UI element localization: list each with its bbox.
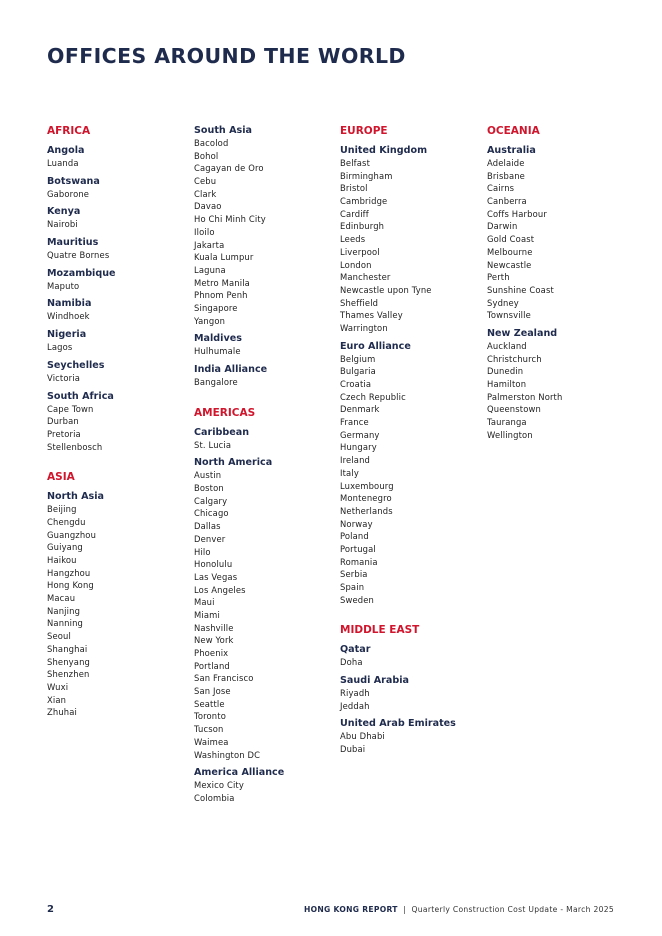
country-name: South Asia (194, 125, 252, 136)
city-item: Bacolod (194, 138, 229, 148)
city-item: Canberra (487, 196, 527, 207)
city-item: France (340, 417, 369, 428)
city-item: Belfast (340, 158, 371, 168)
city-item: Tucson (194, 724, 224, 735)
footer-subtitle: Quarterly Construction Cost Update - March 2025 (411, 905, 614, 914)
city-item: Sheffield (340, 297, 379, 308)
region-heading: ASIA (47, 471, 75, 484)
city-item: Nanning (47, 618, 84, 629)
city-item: Perth (487, 272, 510, 283)
city-item: Maui (194, 597, 215, 608)
country-group (340, 340, 482, 607)
city-item: Guiyang (47, 542, 83, 553)
city-item: Newcastle (487, 259, 532, 270)
country-group (487, 144, 629, 322)
city-item: Portugal (340, 543, 376, 554)
city-item: Victoria (47, 372, 80, 383)
city-item: Chengdu (47, 516, 86, 527)
city-item: Gold Coast (487, 234, 535, 245)
city-item: Townsville (487, 310, 531, 321)
footer-text (304, 905, 614, 914)
country-group (47, 175, 189, 201)
country-group (194, 426, 336, 452)
city-item: Cardiff (340, 208, 369, 219)
city-item: Clark (194, 188, 217, 199)
city-item: Quatre Bornes (47, 250, 110, 261)
city-item: Riyadh (340, 688, 370, 699)
city-item: Pretoria (47, 428, 81, 439)
city-item: Bristol (340, 183, 368, 194)
country-name: Qatar (340, 644, 371, 656)
city-item: Mexico City (194, 780, 244, 791)
city-item: Belgium (340, 353, 376, 364)
region-heading: AFRICA (47, 125, 91, 137)
country-group (194, 456, 336, 761)
country-group (47, 328, 189, 354)
country-name: America Alliance (194, 767, 285, 779)
country-group (194, 363, 336, 389)
country-name: Euro Alliance (340, 340, 411, 352)
city-item: Jakarta (194, 239, 225, 250)
country-group (194, 124, 336, 327)
country-name: Australia (487, 145, 536, 156)
country-name: Namibia (47, 298, 92, 310)
city-item: Shenyang (47, 656, 90, 667)
city-item: Brisbane (487, 170, 525, 181)
city-item: Xian (47, 694, 67, 705)
city-item: Cebu (194, 176, 217, 187)
country-name: United Kingdom (340, 145, 428, 156)
city-item: Edinburgh (340, 221, 385, 232)
city-item: Austin (194, 470, 222, 481)
city-item: Gaborone (47, 188, 90, 199)
city-item: Shanghai (47, 643, 88, 654)
city-item: Zhuhai (47, 707, 78, 718)
city-item: Manchester (340, 272, 391, 283)
city-item: Phnom Penh (194, 290, 248, 301)
city-item: Denmark (340, 404, 380, 415)
city-item: Bulgaria (340, 366, 376, 377)
country-name: North America (194, 457, 273, 469)
city-item: Auckland (487, 340, 527, 351)
city-item: Chicago (194, 508, 229, 519)
city-item: Singapore (194, 302, 238, 313)
city-item: Portland (194, 660, 230, 671)
city-item: Newcastle upon Tyne (340, 284, 432, 295)
city-item: Hilo (194, 546, 211, 557)
country-group (47, 490, 189, 719)
city-item: Montenegro (340, 493, 392, 504)
country-group (340, 674, 482, 712)
region-block (487, 124, 629, 441)
city-item: Coffs Harbour (487, 208, 547, 219)
city-item: Stellenbosch (47, 441, 103, 452)
city-item: Thames Valley (340, 310, 403, 321)
city-item: Los Angeles (194, 584, 246, 595)
region-block (340, 623, 482, 755)
footer-report-title: HONG KONG REPORT (303, 905, 398, 914)
city-item: Cagayan de Oro (194, 163, 264, 174)
city-item: San Jose (194, 686, 231, 697)
city-item: Dubai (340, 744, 366, 755)
country-name: Mozambique (47, 267, 116, 279)
city-item: Wuxi (47, 681, 69, 692)
city-item: Cambridge (340, 196, 388, 207)
country-group (340, 643, 482, 669)
city-item: Denver (194, 533, 226, 544)
city-item: Miami (194, 609, 220, 620)
country-group (47, 205, 189, 231)
region-block (47, 124, 189, 453)
city-item: Leeds (340, 234, 366, 245)
country-group (487, 327, 629, 442)
city-item: Sweden (340, 594, 374, 605)
city-item: Dunedin (487, 366, 524, 377)
city-item: Warrington (340, 322, 388, 333)
city-item: Hungary (340, 442, 377, 453)
city-item: Hong Kong (47, 580, 94, 591)
city-item: New York (194, 635, 234, 646)
city-item: Yangon (194, 315, 226, 326)
country-group (47, 236, 189, 262)
city-item: Queenstown (487, 404, 541, 415)
city-item: Jeddah (340, 700, 370, 711)
city-item: Sydney (487, 297, 519, 308)
city-item: Haikou (47, 555, 77, 565)
country-group (194, 766, 336, 804)
city-item: Metro Manila (194, 277, 250, 288)
city-item: Serbia (340, 569, 368, 580)
city-item: Italy (340, 467, 359, 478)
city-item: Durban (47, 416, 79, 427)
country-name: Kenya (47, 206, 81, 218)
city-item: Kuala Lumpur (194, 252, 254, 263)
country-name: New Zealand (487, 327, 558, 339)
city-item: Adelaide (487, 158, 525, 168)
country-name: United Arab Emirates (340, 718, 456, 730)
country-group (340, 144, 482, 335)
city-item: Wellington (487, 429, 533, 440)
city-item: Macau (47, 593, 76, 604)
city-item: Nashville (194, 622, 234, 633)
city-item: Lagos (47, 342, 73, 353)
city-item: Christchurch (487, 353, 542, 364)
city-item: Washington DC (194, 749, 261, 760)
country-name: Maldives (194, 333, 242, 345)
country-group (340, 717, 482, 755)
city-item: Iloilo (194, 226, 215, 237)
column-2 (194, 124, 336, 805)
city-item: Netherlands (340, 505, 393, 516)
city-item: Nanjing (47, 605, 81, 616)
city-item: Guangzhou (47, 529, 97, 540)
region-block (340, 124, 482, 606)
city-item: Dallas (194, 521, 221, 532)
city-item: Waimea (194, 736, 229, 747)
city-item: Sunshine Coast (487, 284, 554, 295)
city-item: Maputo (47, 280, 80, 291)
country-name: Angola (47, 145, 85, 156)
city-item: Hulhumale (194, 346, 241, 357)
city-item: Ireland (340, 455, 371, 466)
city-item: Germany (340, 429, 380, 440)
region-heading: EUROPE (340, 125, 388, 137)
city-item: Doha (340, 657, 363, 668)
city-item: Croatia (340, 379, 372, 389)
city-item: Seattle (194, 698, 225, 709)
country-name: Mauritius (47, 237, 99, 249)
country-name: North Asia (47, 491, 105, 503)
column-4 (487, 124, 629, 441)
city-item: Nairobi (47, 219, 78, 230)
country-group (47, 359, 189, 385)
city-item: Shenzhen (47, 669, 90, 680)
city-item: Melbourne (487, 246, 533, 257)
city-item: Hangzhou (47, 567, 91, 578)
country-name: South Africa (47, 390, 114, 402)
country-group (47, 297, 189, 323)
city-item: Laguna (194, 264, 226, 275)
city-item: Bangalore (194, 377, 238, 387)
country-group (194, 332, 336, 358)
region-block (194, 406, 336, 805)
city-item: Boston (194, 483, 224, 494)
country-group (47, 390, 189, 454)
city-item: Norway (340, 518, 373, 529)
city-item: Windhoek (47, 311, 90, 322)
page-title: OFFICES AROUND THE WORLD (47, 44, 406, 68)
city-item: Colombia (194, 792, 235, 803)
region-block (194, 124, 336, 389)
city-item: Cairns (487, 183, 515, 194)
city-item: Hamilton (487, 379, 527, 389)
city-item: Honolulu (194, 559, 233, 570)
city-item: Luxembourg (340, 480, 394, 491)
country-group (47, 144, 189, 170)
region-block (47, 470, 189, 719)
city-item: San Francisco (194, 673, 254, 684)
country-name: Seychelles (47, 359, 105, 371)
city-item: Seoul (47, 631, 71, 642)
city-item: Spain (340, 582, 365, 592)
country-name: Nigeria (47, 329, 87, 341)
column-3 (340, 124, 482, 756)
city-item: Darwin (487, 221, 518, 232)
region-heading: AMERICAS (194, 406, 256, 419)
country-name: Caribbean (194, 426, 250, 438)
city-item: Bohol (194, 150, 219, 161)
region-heading: MIDDLE EAST (340, 624, 420, 637)
country-name: Botswana (47, 175, 100, 187)
city-item: Davao (194, 201, 222, 212)
city-item: Las Vegas (194, 571, 238, 582)
page-number: 2 (47, 904, 54, 915)
city-item: Palmerston North (487, 391, 563, 402)
city-item: Ho Chi Minh City (194, 214, 266, 225)
country-name: Saudi Arabia (340, 675, 409, 687)
column-1 (47, 124, 189, 719)
city-item: Toronto (194, 711, 226, 722)
city-item: Phoenix (194, 648, 229, 658)
city-item: Tauranga (487, 417, 527, 428)
country-name: India Alliance (194, 364, 268, 375)
city-item: Abu Dhabi (340, 731, 385, 742)
city-item: Czech Republic (340, 391, 406, 402)
footer-separator: | (403, 905, 407, 914)
city-item: Calgary (194, 495, 228, 506)
city-item: Poland (340, 531, 369, 542)
city-item: Liverpool (340, 246, 380, 257)
city-item: London (340, 259, 372, 270)
city-item: Luanda (47, 158, 79, 168)
region-heading: OCEANIA (487, 125, 540, 137)
country-group (47, 267, 189, 293)
city-item: Romania (340, 556, 378, 567)
city-item: St. Lucia (194, 439, 232, 450)
city-item: Birmingham (340, 170, 393, 181)
city-item: Cape Town (47, 403, 94, 414)
city-item: Beijing (47, 504, 77, 515)
